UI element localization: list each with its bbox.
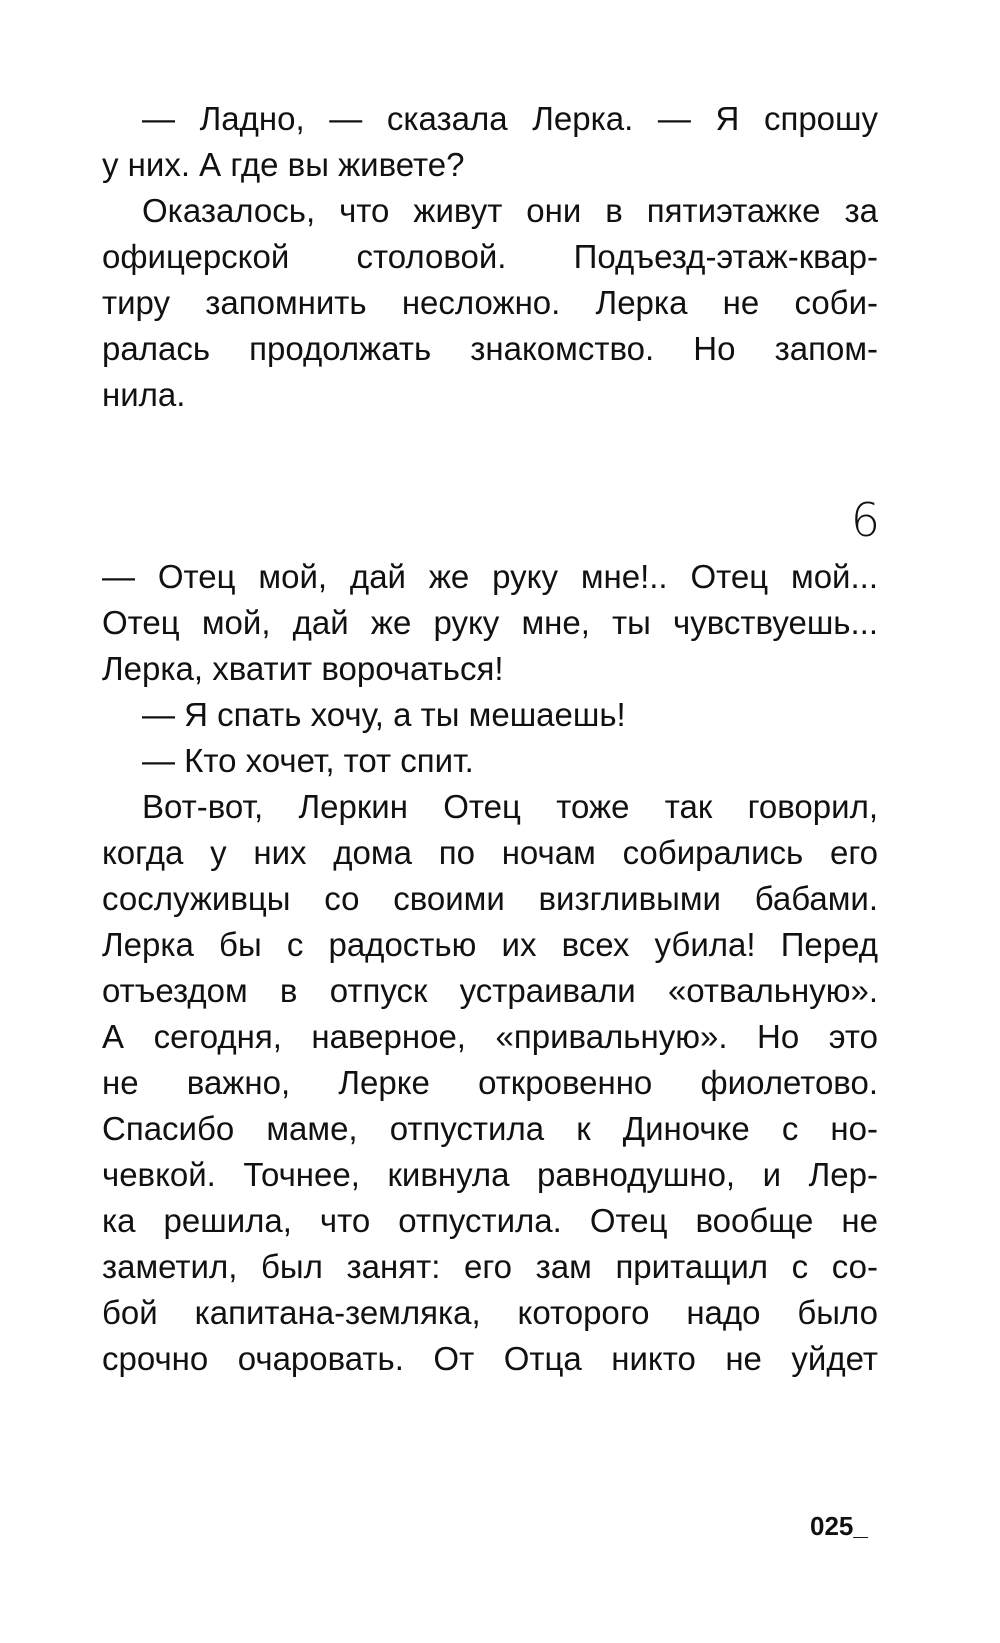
text-line: Спасибо маме, отпустила к Диночке с но-: [102, 1110, 878, 1147]
text-line: офицерской столовой. Подъезд-этаж-квар-: [102, 238, 878, 275]
text-line: тиру запомнить несложно. Лерка не соби-: [102, 284, 878, 321]
page-number: 025_: [810, 1511, 868, 1541]
text-line: А сегодня, наверное, «привальную». Но это: [102, 1018, 878, 1055]
text-line: — Отец мой, дай же руку мне!.. Отец мой...: [102, 558, 878, 595]
text-line: срочно очаровать. От Отца никто не уйдет: [102, 1340, 878, 1377]
text-line: заметил, был занят: его зам притащил с со-: [102, 1248, 878, 1285]
text-line: когда у них дома по ночам собирались его: [102, 834, 878, 871]
text-line: сослуживцы со своими визгливыми бабами.: [102, 880, 878, 917]
text-line: бой капитана-земляка, которого надо было: [102, 1294, 878, 1331]
text-line: Оказалось, что живут они в пятиэтажке за: [142, 192, 878, 229]
text-line: Отец мой, дай же руку мне, ты чувствуешь...: [102, 604, 878, 641]
chapter-number: 6: [850, 493, 880, 547]
text-line: — Ладно, — сказала Лерка. — Я спрошу: [142, 100, 878, 137]
text-line: не важно, Лерке откровенно фиолетово.: [102, 1064, 878, 1101]
text-line: нила.: [102, 376, 186, 413]
text-line: отъездом в отпуск устраивали «отвальную».: [102, 972, 878, 1009]
text-line: чевкой. Точнее, кивнула равнодушно, и Лер-: [102, 1156, 878, 1193]
text-line: ралась продолжать знакомство. Но запом-: [102, 330, 878, 367]
text-line: — Я спать хочу, а ты мешаешь!: [142, 696, 626, 733]
text-line: Вот-вот, Леркин Отец тоже так говорил,: [142, 788, 878, 825]
text-line: ка решила, что отпустила. Отец вообще не: [102, 1202, 878, 1239]
text-line: Лерка бы с радостью их всех убила! Перед: [102, 926, 878, 963]
text-line: — Кто хочет, тот спит.: [142, 742, 474, 779]
text-line: Лерка, хватит ворочаться!: [102, 650, 504, 687]
text-line: у них. А где вы живете?: [102, 146, 465, 183]
